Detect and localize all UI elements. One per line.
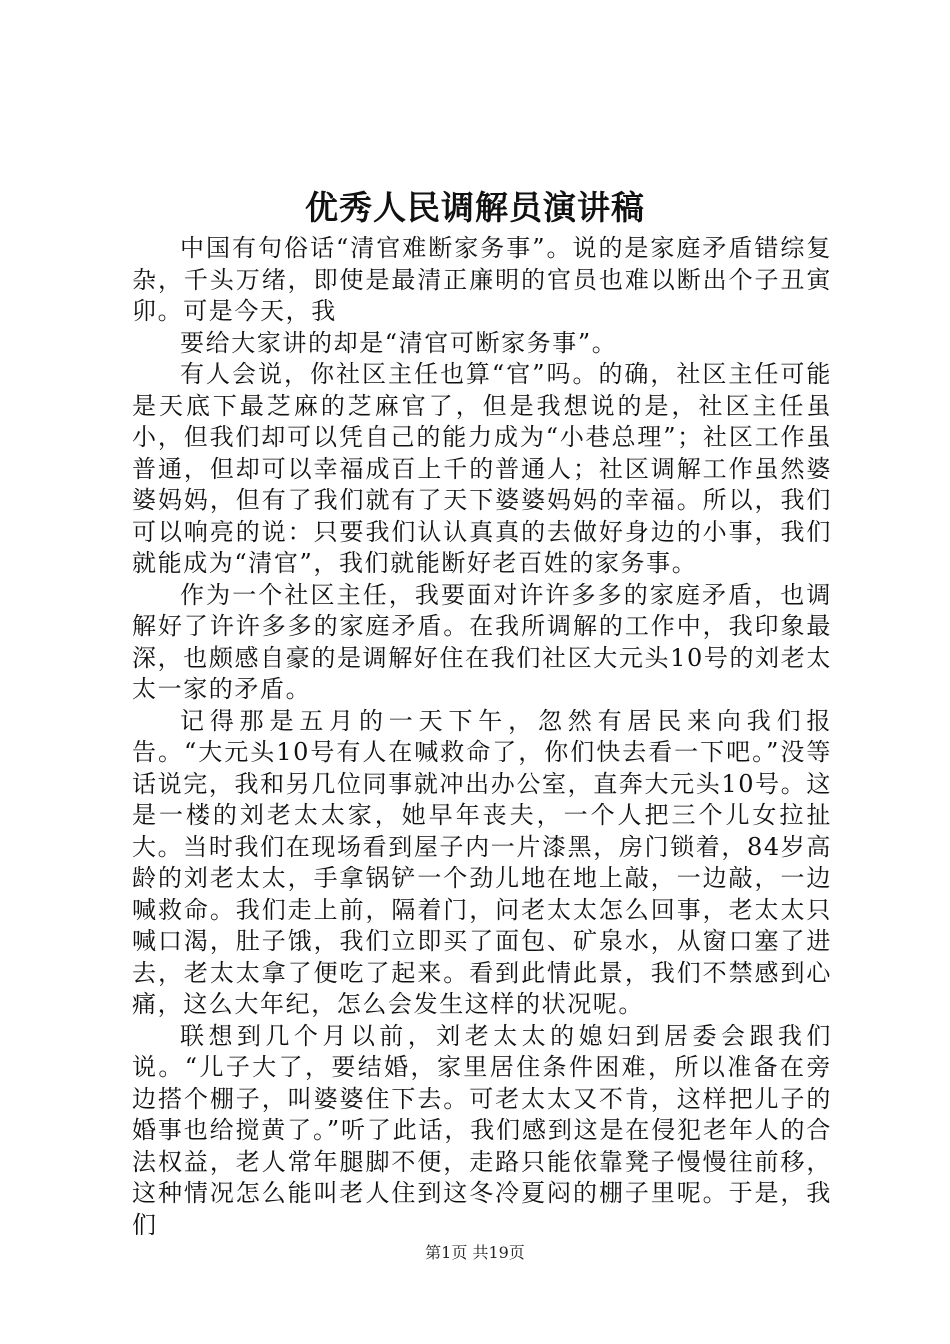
paragraph: 要给大家讲的却是“清官可断家务事”。 bbox=[180, 328, 618, 357]
paragraph: 中国有句俗话“清官难断家务事”。说的是家庭矛盾错综复杂，千头万绪，即使是最清正廉明的官员也难以断出个子丑寅卯。可是今天，我 bbox=[132, 234, 832, 325]
paragraph: 记得那是五月的一天下午，忽然有居民来向我们报告。“大元头10号有人在喊救命了，你们快去看一下吧。”没等话说完，我和另几位同事就冲出办公室，直奔大元头10号。这是一楼的刘老太太家，她早年丧夫，一个人把三个儿女拉扯大。当时我们在现场看到屋子内一片漆黑，房门锁着，84岁高龄的刘老太太，手拿锅铲一个劲儿地在地上敲，一边敲，一边喊救命。我们走上前，隔着门，问老太太怎么回事，老太太只喊口渴，肚子饿，我们立即买了面包、矿泉水，从窗口塞了进去，老太太拿了便吃了起来。看到此情此景，我们不禁感到心痛，这么大年纪，怎么会发生这样的状况呢。 bbox=[132, 706, 832, 1018]
page-footer: 第1页 共19页 bbox=[425, 1243, 525, 1262]
paragraph: 有人会说，你社区主任也算“官”吗。的确，社区主任可能是天底下最芝麻的芝麻官了，但是我想说的是，社区主任虽小，但我们却可以凭自己的能力成为“小巷总理”；社区工作虽普通，但却可以幸福成百上千的普通人；社区调解工作虽然婆婆妈妈，但有了我们就有了天下婆婆妈妈的幸福。所以，我们可以响亮的说：只要我们认认真真的去做好身边的小事，我们就能成为“清官”，我们就能断好老百姓的家务事。 bbox=[132, 360, 832, 577]
document-body bbox=[132, 233, 832, 1241]
paragraph: 联想到几个月以前，刘老太太的媳妇到居委会跟我们说。“儿子大了，要结婚，家里居住条件困难，所以准备在旁边搭个棚子，叫婆婆住下去。可老太太又不肯，这样把儿子的婚事也给搅黄了。”听了此话，我们感到这是在侵犯老年人的合法权益，老人常年腿脚不便，走路只能依靠凳子慢慢往前移，这种情况怎么能叫老人住到这冬冷夏闷的棚子里呢。于是，我们 bbox=[132, 1021, 832, 1239]
paragraph: 作为一个社区主任，我要面对许许多多的家庭矛盾，也调解好了许许多多的家庭矛盾。在我所调解的工作中，我印象最深，也颇感自豪的是调解好住在我们社区大元头10号的刘老太太一家的矛盾。 bbox=[132, 580, 832, 703]
document-title: 优秀人民调解员演讲稿 bbox=[305, 188, 645, 227]
